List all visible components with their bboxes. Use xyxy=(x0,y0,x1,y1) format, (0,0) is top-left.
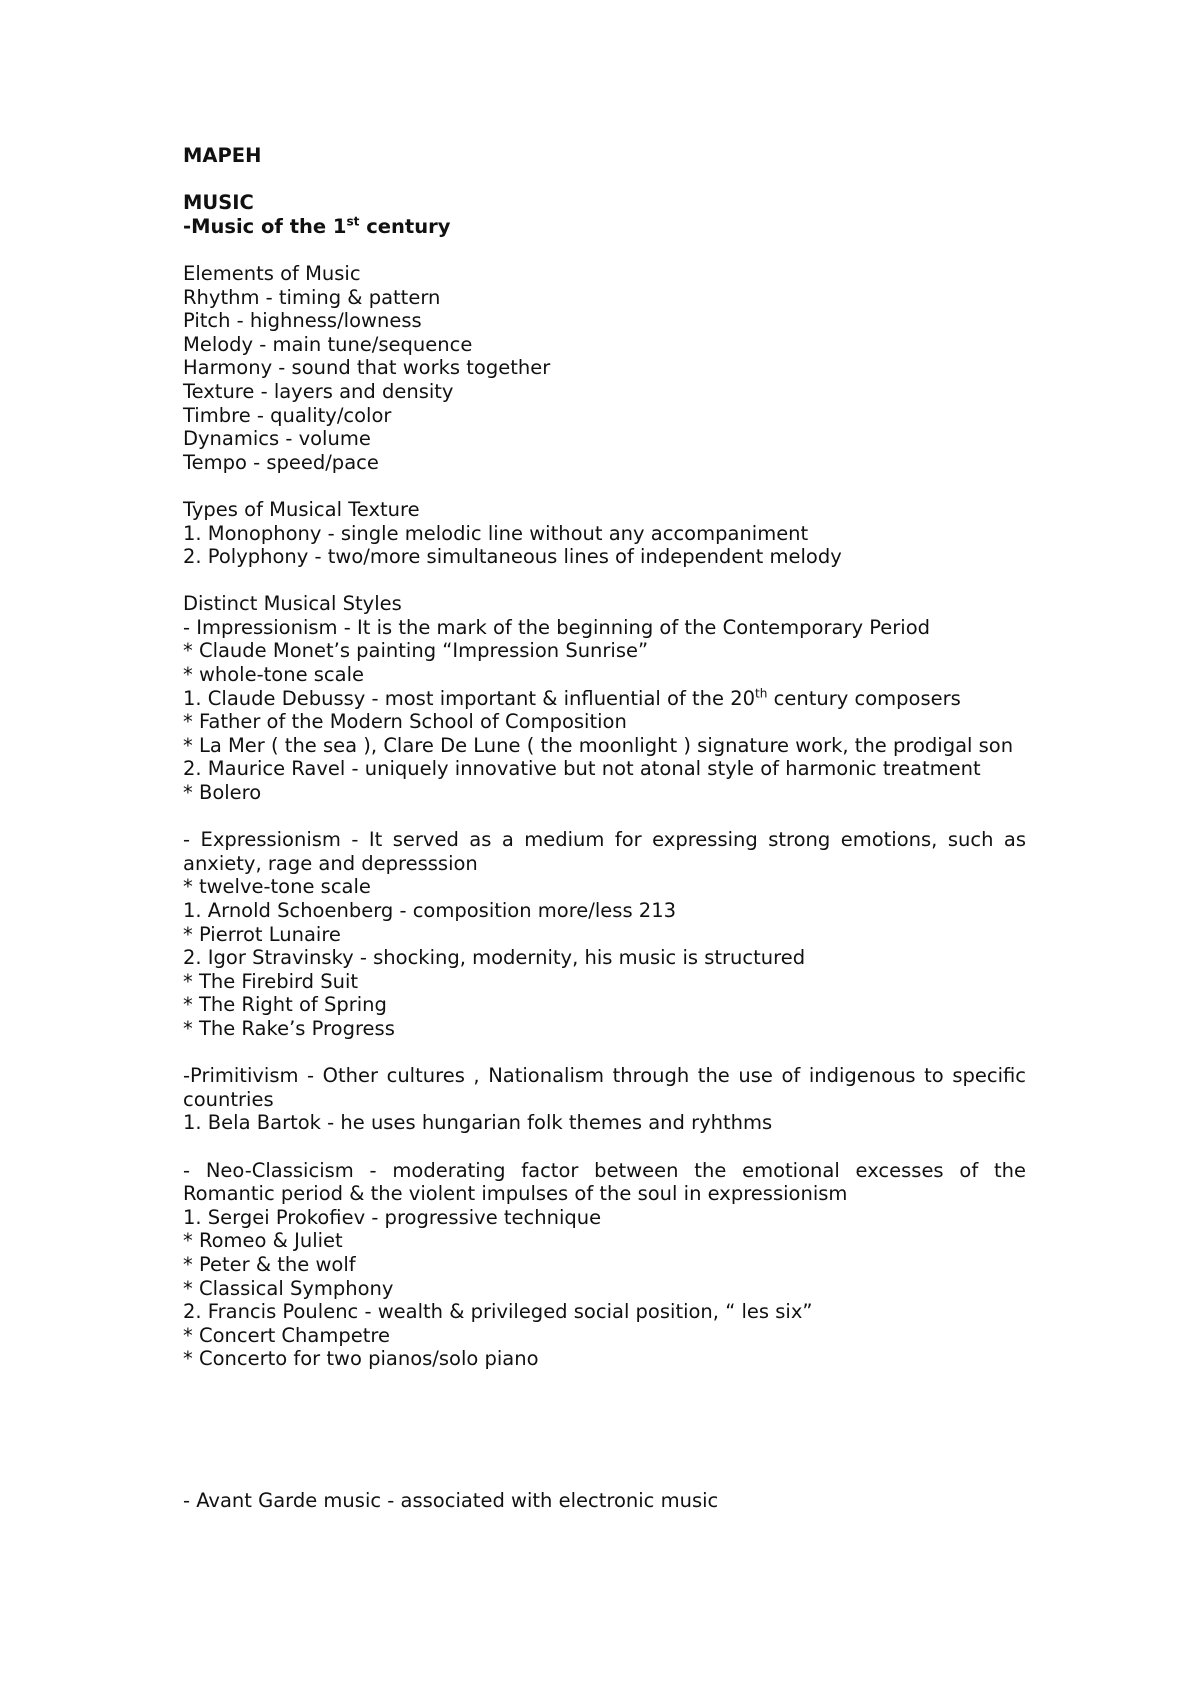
subtitle xyxy=(183,215,1026,239)
list-item: * Romeo & Juliet xyxy=(183,1229,343,1253)
list-item: Melody - main tune/sequence xyxy=(183,332,473,356)
list-item: * Pierrot Lunaire xyxy=(183,922,341,946)
list-item: * Classical Symphony xyxy=(183,1276,394,1300)
list-item: 1. Monophony - single melodic line without any accompaniment xyxy=(183,521,809,545)
list-item: * Peter & the wolf xyxy=(183,1252,356,1276)
list-item: * The Right of Spring xyxy=(183,993,387,1017)
spacer xyxy=(183,1371,1026,1489)
spacer xyxy=(183,238,1026,262)
impressionism-intro: - Impressionism - It is the mark of the beginning of the Contemporary Period xyxy=(183,615,931,639)
section-heading-styles: Distinct Musical Styles xyxy=(183,592,402,616)
spacer xyxy=(183,1041,1026,1065)
list-item: * Bolero xyxy=(183,781,262,805)
list-item: Dynamics - volume xyxy=(183,427,371,451)
list-item: 1. Sergei Prokofiev - progressive technique xyxy=(183,1205,602,1229)
debussy-text-end: century composers xyxy=(767,686,961,710)
list-item: * La Mer ( the sea ), Clare De Lune ( the moonlight ) signature work, the prodigal son xyxy=(183,733,1014,757)
subject-heading: MUSIC xyxy=(183,191,254,215)
list-item: 1. Arnold Schoenberg - composition more/less 213 xyxy=(183,899,677,922)
subtitle-text-end: century xyxy=(359,214,451,238)
document-body xyxy=(183,144,1026,1512)
list-item: 2. Igor Stravinsky - shocking, modernity, his music is structured xyxy=(183,946,806,970)
subtitle-text: -Music of the 1 xyxy=(183,214,347,238)
list-item: * Concerto for two pianos/solo piano xyxy=(183,1347,539,1371)
list-item: * Claude Monet’s painting “Impression Sunrise” xyxy=(183,639,649,663)
debussy-text: 1. Claude Debussy - most important & influential of the 20 xyxy=(183,686,756,710)
list-item: 2. Francis Poulenc - wealth & privileged social position, “ les six” xyxy=(183,1300,813,1324)
list-item: * Father of the Modern School of Composition xyxy=(183,710,627,734)
debussy-line xyxy=(183,687,1026,711)
list-item: * The Firebird Suit xyxy=(183,969,359,993)
list-item: * Concert Champetre xyxy=(183,1323,390,1347)
primitivism-intro: -Primitivism - Other cultures , Nationalism through the use of indigenous to specific countries xyxy=(183,1064,1026,1111)
section-heading-texture: Types of Musical Texture xyxy=(183,497,420,521)
list-item: * whole-tone scale xyxy=(183,663,365,687)
subtitle-sup: st xyxy=(346,214,360,229)
neoclassicism-intro: - Neo-Classicism - moderating factor between the emotional excesses of the Romantic period & the violent impulses of the soul in expressionism xyxy=(183,1158,1026,1206)
list-item: * twelve-tone scale xyxy=(183,875,371,899)
list-item: * The Rake’s Progress xyxy=(183,1016,395,1040)
list-item: Pitch - highness/lowness xyxy=(183,309,422,333)
list-item: Timbre - quality/color xyxy=(183,403,392,427)
spacer xyxy=(183,1135,1026,1159)
ravel-line: 2. Maurice Ravel - uniquely innovative but not atonal style of harmonic treatment xyxy=(183,757,981,781)
spacer xyxy=(183,168,1026,192)
avant-garde-line: - Avant Garde music - associated with electronic music xyxy=(183,1488,719,1512)
list-item: 1. Bela Bartok - he uses hungarian folk themes and ryhthms xyxy=(183,1111,773,1135)
list-item: Tempo - speed/pace xyxy=(183,450,379,474)
spacer xyxy=(183,474,1026,498)
expressionism-intro: - Expressionism - It served as a medium for expressing strong emotions, such as anxiety, rage and depresssion xyxy=(183,828,1026,875)
list-item: Texture - layers and density xyxy=(183,379,454,403)
section-heading-elements: Elements of Music xyxy=(183,261,361,285)
doc-title: MAPEH xyxy=(183,144,262,167)
list-item: Harmony - sound that works together xyxy=(183,356,551,380)
spacer xyxy=(183,805,1026,829)
debussy-sup: th xyxy=(755,686,768,701)
list-item: 2. Polyphony - two/more simultaneous lines of independent melody xyxy=(183,545,842,569)
list-item: Rhythm - timing & pattern xyxy=(183,285,441,309)
spacer xyxy=(183,569,1026,593)
